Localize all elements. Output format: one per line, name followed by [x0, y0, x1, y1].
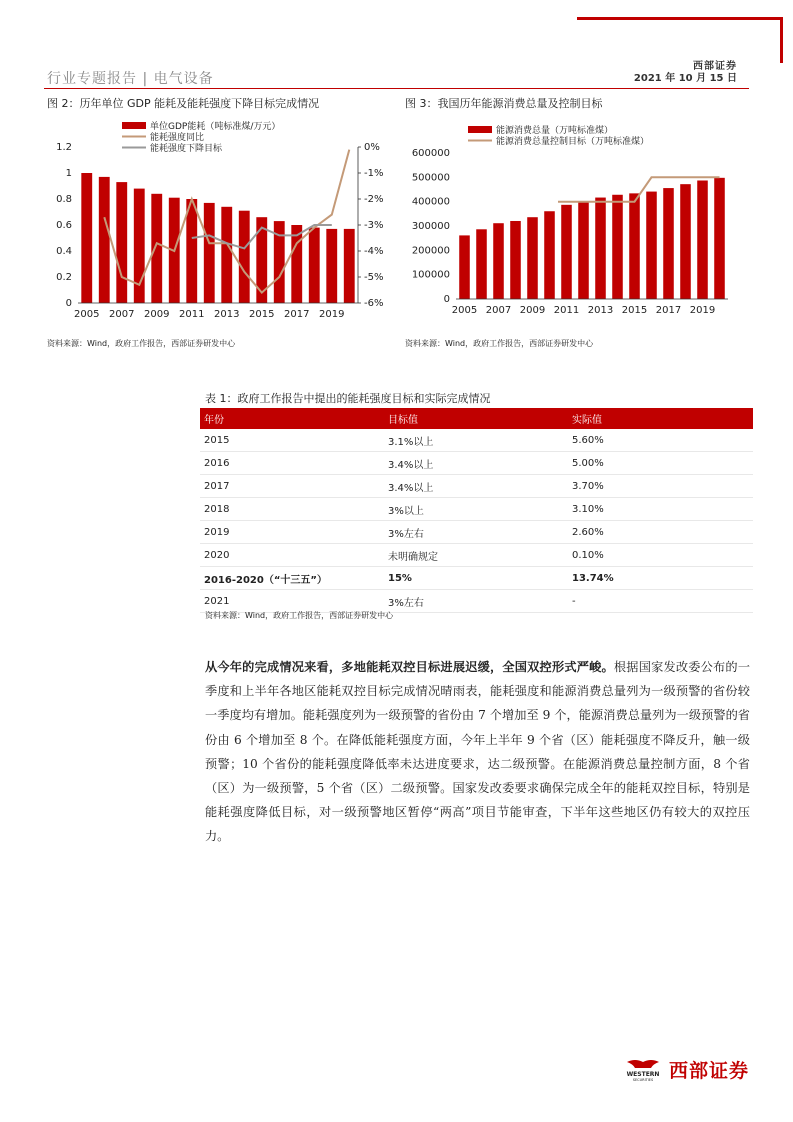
x-tick-label: 2015 [621, 305, 648, 316]
cell-target: 15% [384, 567, 568, 590]
legend-label: 能源消费总量（万吨标准煤） [496, 126, 614, 136]
bar [291, 225, 302, 303]
bar [326, 229, 337, 303]
y-tick-label: 600000 [411, 148, 450, 159]
bar [714, 178, 725, 299]
bar [204, 203, 215, 303]
bar [629, 193, 640, 299]
bar [510, 221, 521, 299]
bar [544, 211, 555, 299]
legend-swatch [468, 126, 492, 133]
x-tick-label: 2009 [144, 309, 170, 320]
x-tick-label: 2017 [284, 309, 310, 320]
logo-en-1: WESTERN [626, 1070, 660, 1078]
figure2-source: 资料来源：Wind，政府工作报告，西部证券研发中心 [47, 339, 236, 348]
bar [612, 195, 623, 299]
bar [476, 229, 487, 299]
x-tick-label: 2015 [249, 309, 275, 320]
y-tick-label: 0 [65, 298, 72, 309]
legend-label: 能耗强度同比 [150, 133, 205, 143]
cell-year: 2018 [200, 498, 384, 521]
x-tick-label: 2011 [553, 305, 580, 316]
bar [459, 235, 470, 299]
top-accent-line [577, 17, 783, 20]
cell-actual: 0.10% [568, 544, 753, 567]
x-tick-label: 2005 [74, 309, 100, 320]
cell-year: 2016 [200, 452, 384, 475]
header-brand: 西部证券 [693, 61, 737, 72]
y2-tick-label: -4% [364, 246, 384, 257]
y-tick-label: 0.8 [56, 194, 72, 205]
x-tick-label: 2019 [689, 305, 716, 316]
figure2-title: 图 2：历年单位 GDP 能耗及能耗强度下降目标完成情况 [47, 97, 320, 110]
x-tick-label: 2013 [587, 305, 614, 316]
cell-year: 2019 [200, 521, 384, 544]
bar [578, 201, 589, 299]
cell-target: 3.1%以上 [384, 429, 568, 452]
table-row-summary [200, 567, 753, 590]
bar [221, 207, 232, 303]
cell-actual: - [568, 590, 753, 613]
cell-year: 2015 [200, 429, 384, 452]
cell-year: 2016-2020（“十三五”） [200, 567, 384, 590]
report-category: 行业专题报告 | 电气设备 [47, 71, 214, 87]
table-row [200, 475, 753, 498]
bar [493, 223, 504, 299]
table-row [200, 429, 753, 452]
col-year: 年份 [200, 408, 384, 429]
y-tick-label: 400000 [411, 196, 450, 208]
figure3-source: 资料来源：Wind，政府工作报告，西部证券研发中心 [405, 339, 594, 348]
cell-actual: 13.74% [568, 567, 753, 590]
table-row [200, 498, 753, 521]
bar [239, 211, 250, 303]
top-accent-corner [780, 17, 783, 63]
bar [151, 194, 162, 303]
cell-year: 2021 [200, 590, 384, 613]
cell-actual: 3.10% [568, 498, 753, 521]
x-tick-label: 2019 [319, 309, 345, 320]
y-tick-label: 0.6 [56, 220, 72, 231]
y-tick-label: 0.2 [56, 272, 72, 283]
footer-logo [621, 1056, 749, 1083]
col-actual: 实际值 [568, 408, 753, 429]
y2-tick-label: -3% [364, 220, 384, 231]
table1 [200, 408, 753, 613]
y2-tick-label: -6% [364, 298, 384, 309]
table1-title: 表 1：政府工作报告中提出的能耗强度目标和实际完成情况 [205, 392, 491, 405]
paragraph-lead: 从今年的完成情况来看，多地能耗双控目标进展迟缓，全国双控形式严峻。 [205, 660, 614, 674]
logo-en-2: SECURITIES [632, 1077, 654, 1082]
paragraph-body: 根据国家发改委公布的一季度和上半年各地区能耗双控目标完成情况晴雨表，能耗强度和能源消费总量列为一级预警的省份较一季度均有增加。能耗强度列为一级预警的省份由 7 个增加至 9 个，能源消费总量列为一级预警的省份由 6 个增加至 8 个。在降低能耗强度方面，今年上半年 9 个省（区）能耗强度不降反升，触一级预警；10 个省份的能耗强度降低率未达进度要求，达二级预警。在能源消费总量控制方面，8 个省（区）为一级预警，5 个省（区）二级预警。国家发改委要求确保完成全年的能耗双控目标，特别是能耗强度降低目标，对一级预警地区暂停“两高”项目节能审查，下半年这些地区仍有较大的双控压力。 [205, 660, 751, 844]
bar [646, 192, 657, 299]
y2-tick-label: 0% [364, 142, 380, 153]
bull-logo-icon [621, 1058, 665, 1082]
cell-target: 3.4%以上 [384, 452, 568, 475]
cell-year: 2020 [200, 544, 384, 567]
cell-target: 未明确规定 [384, 544, 568, 567]
legend-label: 能源消费总量控制目标（万吨标准煤） [496, 137, 650, 147]
col-target: 目标值 [384, 408, 568, 429]
cell-target: 3%左右 [384, 590, 568, 613]
bar [116, 182, 127, 303]
table-row [200, 521, 753, 544]
bar [680, 184, 691, 299]
bar [309, 228, 320, 303]
table-row [200, 544, 753, 567]
bar [595, 198, 606, 299]
cell-target: 3.4%以上 [384, 475, 568, 498]
bar [344, 229, 355, 303]
body-paragraph [205, 655, 750, 849]
legend-swatch [122, 122, 146, 129]
bar [81, 173, 92, 303]
bar [527, 217, 538, 299]
figure3-chart [400, 112, 750, 332]
cell-year: 2017 [200, 475, 384, 498]
bar [99, 177, 110, 303]
y-tick-label: 0 [443, 294, 450, 305]
x-tick-label: 2005 [451, 305, 478, 316]
bar [561, 205, 572, 299]
cell-target: 3%以上 [384, 498, 568, 521]
cell-actual: 5.00% [568, 452, 753, 475]
bar [663, 188, 674, 299]
report-date: 2021 年 10 月 15 日 [633, 73, 737, 84]
y-tick-label: 500000 [411, 172, 450, 184]
bar [186, 199, 197, 303]
table-header-row [200, 408, 753, 429]
y2-tick-label: -5% [364, 272, 384, 283]
header-divider [44, 88, 749, 89]
figure2-chart [44, 112, 394, 332]
y-tick-label: 200000 [411, 245, 450, 257]
y-tick-label: 0.4 [56, 246, 72, 257]
x-tick-label: 2017 [655, 305, 682, 316]
x-tick-label: 2013 [214, 309, 240, 320]
legend-label: 能耗强度下降目标 [150, 144, 223, 154]
figure3-title: 图 3：我国历年能源消费总量及控制目标 [405, 97, 603, 110]
x-tick-label: 2009 [519, 305, 546, 316]
y-tick-label: 100000 [411, 269, 450, 281]
cell-target: 3%左右 [384, 521, 568, 544]
cell-actual: 5.60% [568, 429, 753, 452]
cell-actual: 3.70% [568, 475, 753, 498]
y-tick-label: 1.2 [56, 142, 72, 153]
y2-tick-label: -1% [364, 168, 384, 179]
y2-tick-label: -2% [364, 194, 384, 205]
bar [697, 180, 708, 299]
y-tick-label: 1 [65, 168, 72, 179]
x-tick-label: 2011 [179, 309, 205, 320]
cell-actual: 2.60% [568, 521, 753, 544]
logo-cn: 西部证券 [668, 1060, 749, 1082]
table-row [200, 452, 753, 475]
legend-label: 单位GDP能耗（吨标准煤/万元） [150, 122, 281, 132]
x-tick-label: 2007 [485, 305, 512, 316]
table1-source: 资料来源：Wind，政府工作报告，西部证券研发中心 [205, 611, 394, 620]
x-tick-label: 2007 [109, 309, 135, 320]
y-tick-label: 300000 [411, 221, 450, 232]
